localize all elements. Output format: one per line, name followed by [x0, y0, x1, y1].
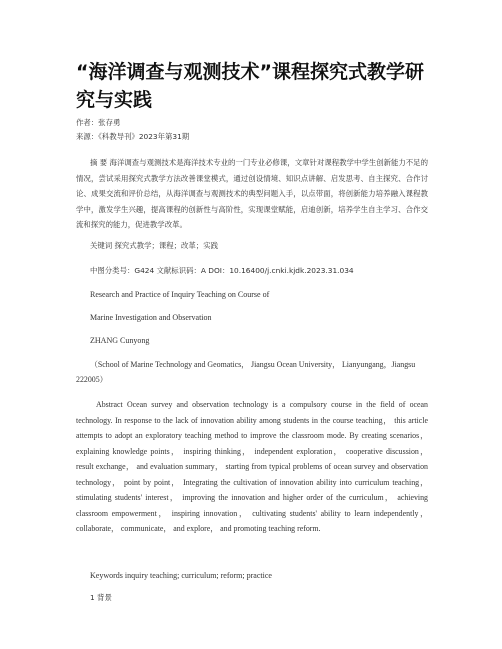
- paper-title: “海洋调查与观测技术”课程探究式教学研究与实践: [76, 61, 424, 111]
- english-affiliation: （School of Marine Technology and Geomatics， Jiangsu Ocean University， Lianyungang，Jiangsu 222005）: [76, 360, 416, 384]
- chinese-abstract: 摘 要 海洋调查与观测技术是海洋技术专业的一门专业必修课，文章针对课程教学中学生创新能力不足的情况，尝试采用探究式教学方法改善课堂模式，通过创设情境、知识点讲解、启发思考、自主探究、合作讨论、成果交流和评价总结，从海洋调查与观测技术的典型问题入手，以点带面，将创新能力培养融入课程教学中，激发学生兴趣，提高课程的创新性与高阶性，实现课堂赋能，启迪创新，培养学生自主学习、合作交流和探究的能力，促进教学改革。: [76, 158, 428, 229]
- english-abstract: Abstract Ocean survey and observation technology is a compulsory course in the field of ocean technology. In response to the lack of innovation ability among students in the course teaching， this article attempts to adopt an exploratory teaching method to improve the classroom mode. By creating scenarios， explaining knowledge points， inspiring thinking， independent exploration， cooperative discussion， result exchange， and evaluation summary， starting from typical problems of ocean survey and observation technology， point by point， Integrating the cultivation of innovation ability into curriculum teaching， stimulating students' interest， improving the innovation and higher order of the curriculum， achieving classroom empowerment， inspiring innovation， cultivating students' ability to learn independently， collaborate， communicate， and explore， and promoting teaching reform.: [76, 400, 428, 533]
- english-title-line-1: Research and Practice of Inquiry Teaching on Course of: [90, 290, 270, 299]
- chinese-keywords: 关键词 探究式教学；课程；改革；实践: [90, 241, 218, 250]
- author-line: 作者：张存勇: [76, 118, 121, 127]
- section-heading: 1 背景: [90, 593, 112, 602]
- english-title-line-2: Marine Investigation and Observation: [90, 313, 212, 322]
- classification-line: 中图分类号：G424 文献标识码：A DOI：10.16400/j.cnki.kjdk.2023.31.034: [90, 266, 354, 275]
- english-keywords: Keywords inquiry teaching; curriculum; reform; practice: [90, 571, 272, 580]
- source-line: 来源：《科教导刊》2023年第31期: [76, 132, 190, 141]
- english-author: ZHANG Cunyong: [90, 336, 150, 345]
